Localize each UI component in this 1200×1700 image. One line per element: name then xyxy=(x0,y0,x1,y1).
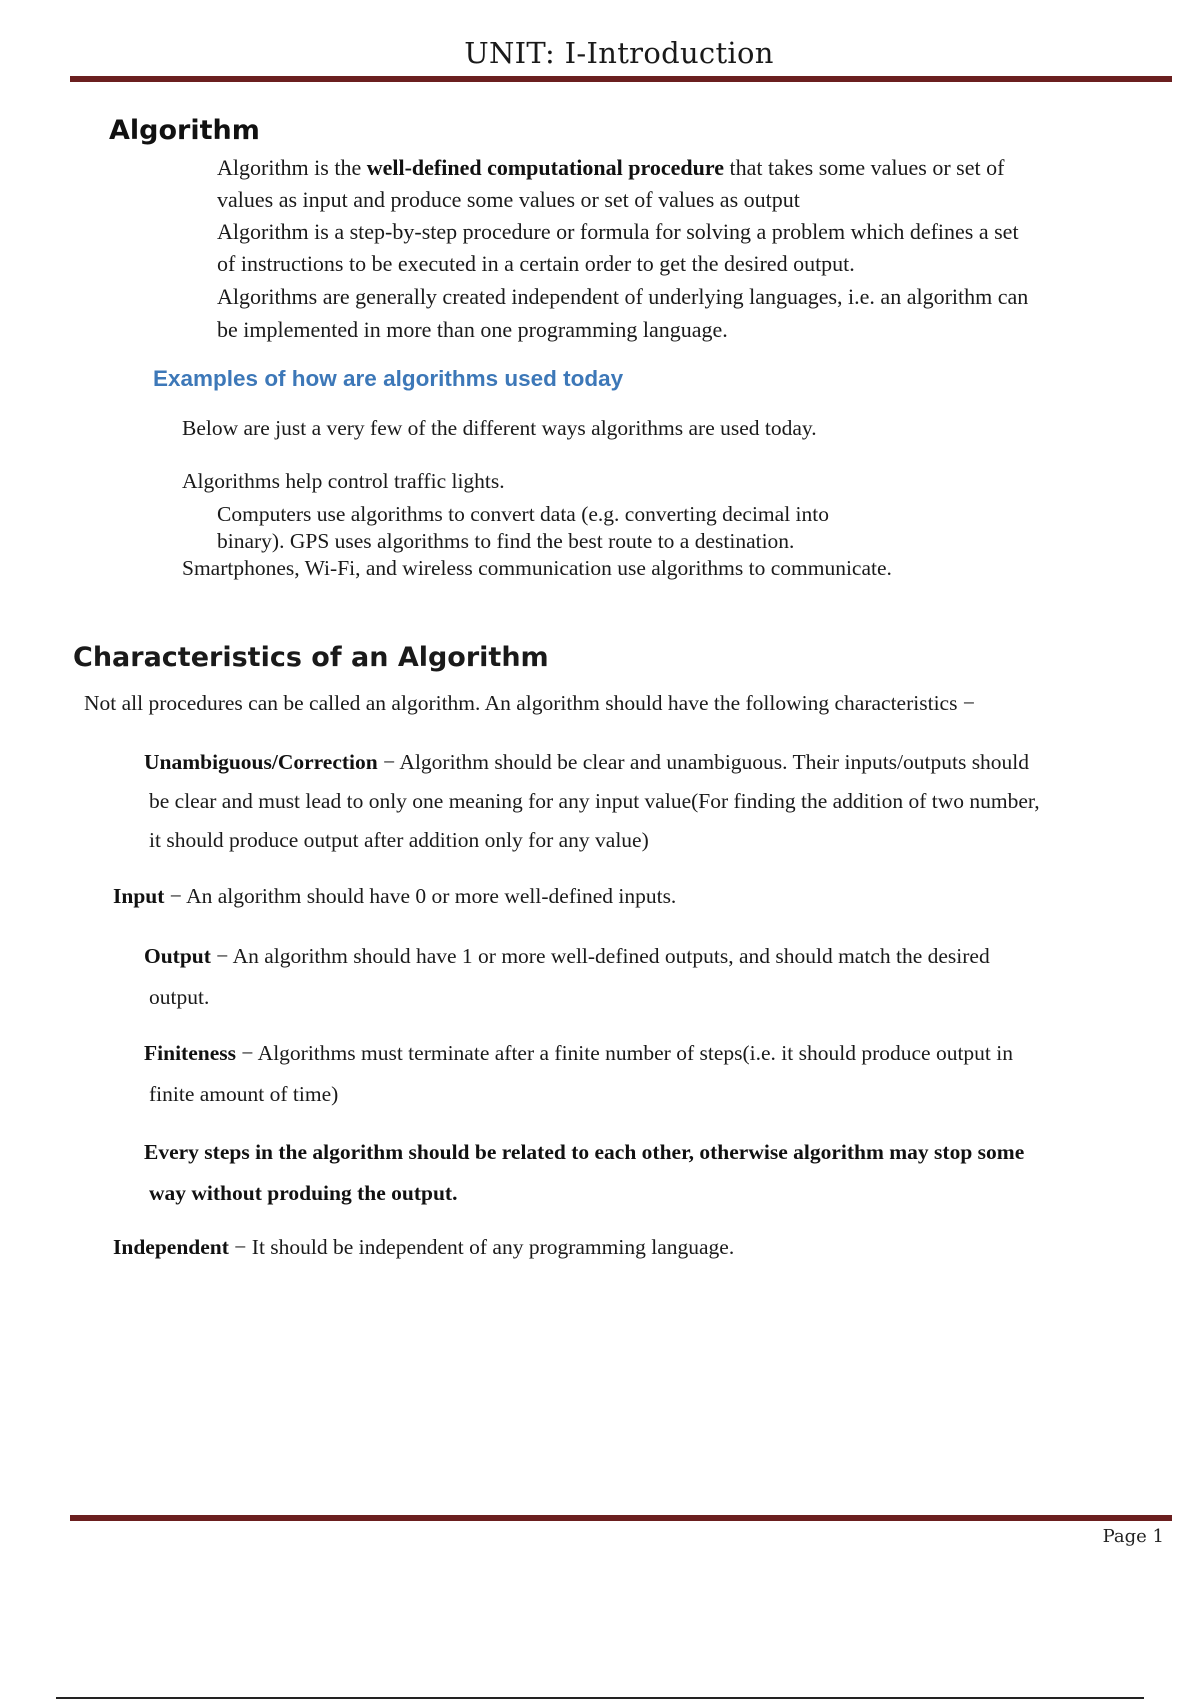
finiteness-term: Finiteness xyxy=(144,1041,236,1065)
examples-heading: Examples of how are algorithms used today xyxy=(153,366,624,391)
every-steps-bold-2: way without produing the output. xyxy=(149,1181,458,1205)
unambiguous-line2: be clear and must lead to only one meaning for any input value(For finding the addition of two number, xyxy=(149,789,1040,813)
input-text: − An algorithm should have 0 or more well-defined inputs. xyxy=(164,884,677,908)
every-steps-line2 xyxy=(149,1181,457,1206)
algorithm-p1-pre: Algorithm is the xyxy=(217,155,367,180)
independent-item xyxy=(113,1235,734,1260)
every-steps-line1 xyxy=(144,1140,1024,1165)
algorithm-p2-line1: Algorithm is a step-by-step procedure or formula for solving a problem which defines a set xyxy=(217,219,1019,244)
examples-traffic: Algorithms help control traffic lights. xyxy=(182,469,505,493)
finiteness-line1 xyxy=(144,1041,1013,1066)
examples-computers-line2: binary). GPS uses algorithms to find the best route to a destination. xyxy=(217,529,795,553)
footer-rule xyxy=(70,1515,1172,1521)
finiteness-text: − Algorithms must terminate after a finite number of steps(i.e. it should produce output in xyxy=(235,1041,1013,1065)
examples-intro: Below are just a very few of the different ways algorithms are used today. xyxy=(182,416,817,440)
independent-text: − It should be independent of any programming language. xyxy=(228,1235,735,1259)
algorithm-p3-line1: Algorithms are generally created independent of underlying languages, i.e. an algorithm can xyxy=(217,284,1029,309)
page-header-title: UNIT: I-Introduction xyxy=(464,36,774,70)
characteristics-intro: Not all procedures can be called an algorithm. An algorithm should have the following characteristics − xyxy=(84,691,975,715)
examples-computers-line1: Computers use algorithms to convert data (e.g. converting decimal into xyxy=(217,502,829,526)
output-line2: output. xyxy=(149,985,210,1009)
algorithm-p2-line2: of instructions to be executed in a certain order to get the desired output. xyxy=(217,251,855,276)
header-rule xyxy=(70,76,1172,82)
algorithm-heading: Algorithm xyxy=(109,115,260,146)
algorithm-p1-line2: values as input and produce some values or set of values as output xyxy=(217,187,800,212)
algorithm-p1-bold: well-defined computational procedure xyxy=(366,155,725,180)
unambiguous-line1 xyxy=(144,750,1029,775)
independent-term: Independent xyxy=(113,1235,229,1259)
algorithm-p1-post: that takes some values or set of xyxy=(724,155,1005,180)
characteristics-heading: Characteristics of an Algorithm xyxy=(73,642,549,673)
input-term: Input xyxy=(113,884,165,908)
finiteness-line2: finite amount of time) xyxy=(149,1082,339,1106)
algorithm-p3-line2: be implemented in more than one programming language. xyxy=(217,317,728,342)
examples-smartphones: Smartphones, Wi-Fi, and wireless communication use algorithms to communicate. xyxy=(182,556,892,580)
page-bottom-line xyxy=(56,1697,1144,1699)
every-steps-bold-1: Every steps in the algorithm should be related to each other, otherwise algorithm may stop some xyxy=(144,1140,1025,1164)
output-line1 xyxy=(144,944,990,969)
output-term: Output xyxy=(144,944,211,968)
unambiguous-text: − Algorithm should be clear and unambiguous. Their inputs/outputs should xyxy=(377,750,1030,774)
unambiguous-line3: it should produce output after addition only for any value) xyxy=(149,828,649,852)
algorithm-paragraph-1 xyxy=(217,152,1004,184)
input-item xyxy=(113,884,676,909)
unambiguous-term: Unambiguous/Correction xyxy=(144,750,378,774)
output-text: − An algorithm should have 1 or more well-defined outputs, and should match the desired xyxy=(210,944,990,968)
page-number: Page 1 xyxy=(1102,1526,1164,1547)
